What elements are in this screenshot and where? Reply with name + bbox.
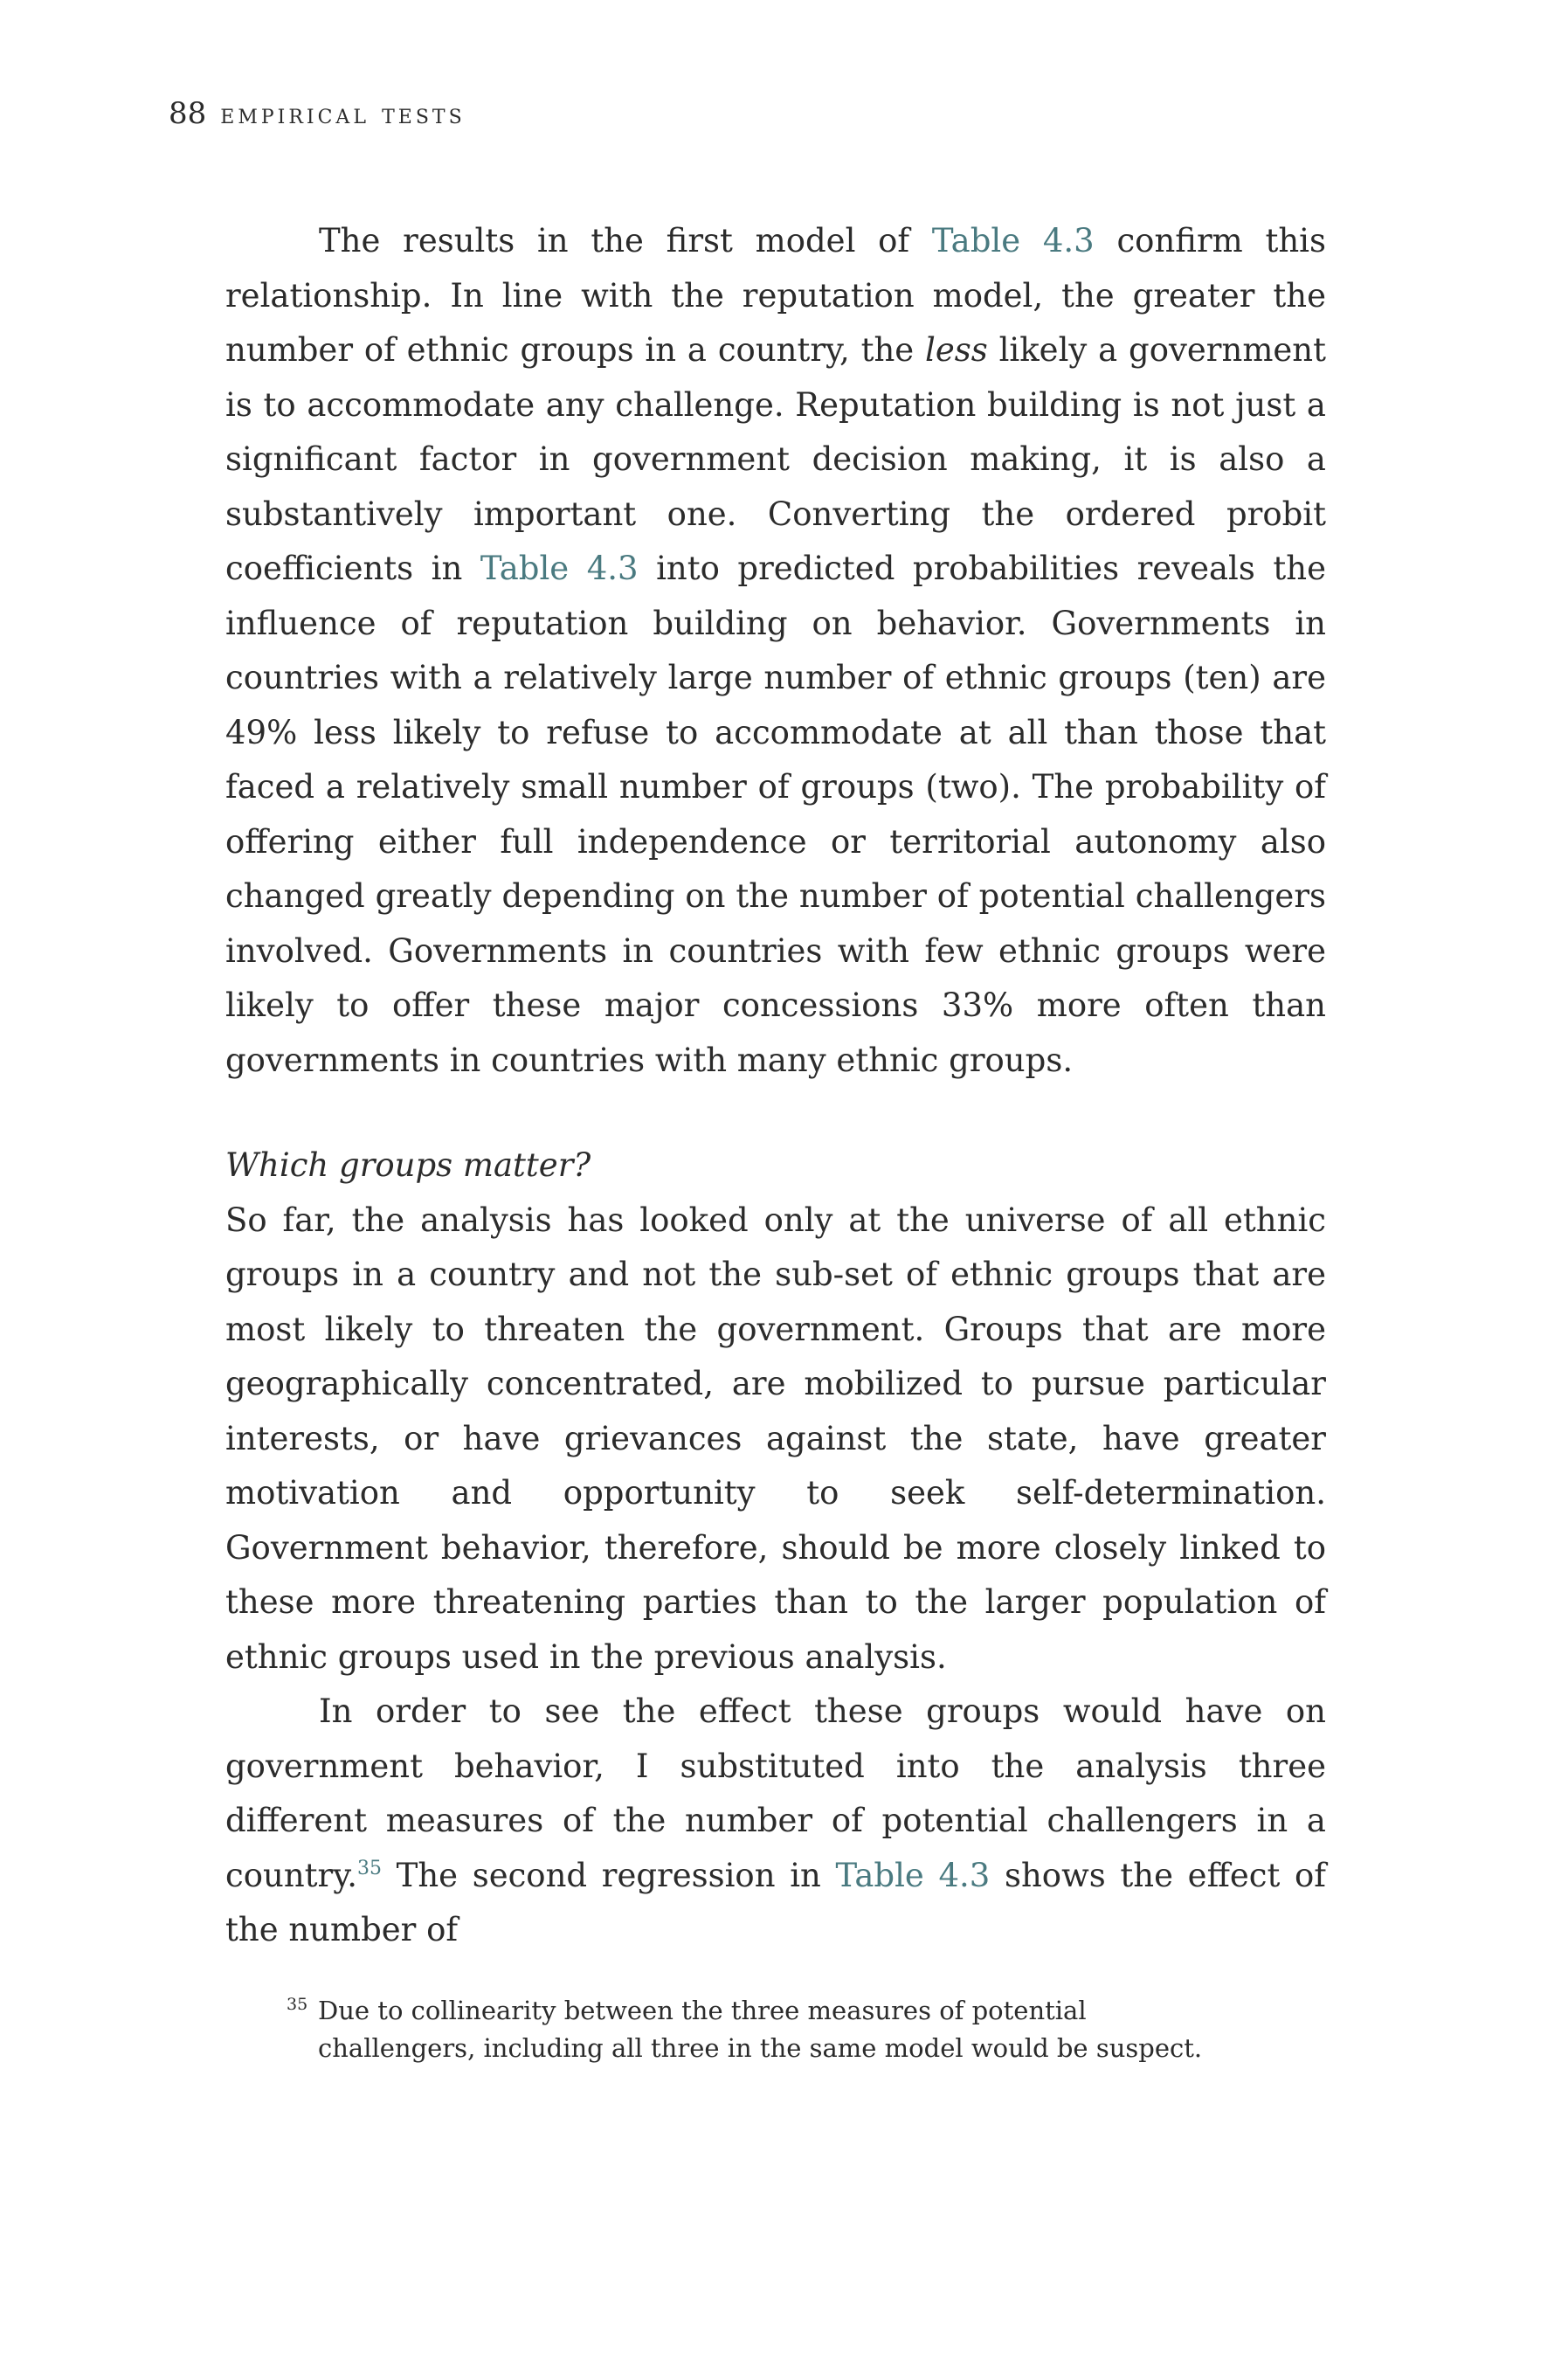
- body-text-top: [225, 214, 1326, 1088]
- paragraph-3-text: shows the effect of the number of: [225, 1856, 1326, 1948]
- table-4-3-link[interactable]: Table 4.3: [480, 550, 639, 587]
- paragraph-3: [225, 1685, 1326, 1958]
- page-number: 88: [169, 96, 207, 131]
- section-heading: Which groups matter?: [225, 1146, 591, 1184]
- table-4-3-link[interactable]: Table 4.3: [931, 222, 1095, 260]
- paragraph-1-text: The results in the first model of: [319, 222, 932, 260]
- paragraph-3-text: The second regression in: [381, 1856, 836, 1894]
- paragraph-3-text: In order to see the effect these groups would have on government behavior, I substituted into the analysis three different measures of the number of potential challengers in a country.: [225, 1692, 1326, 1894]
- paragraph-1-text: into predicted probabilities reveals the influence of reputation building on behavior. Governments in countries with a relatively large number of ethnic groups (ten) are 49% less likely to refuse to accommodate at all than those that faced a relatively small number of groups (two). The probability of offering either full independence or territorial autonomy also changed greatly depending on the number of potential challengers involved. Governments in countries with few ethnic groups were likely to offer these major concessions 33% more often than governments in countries with many ethnic groups.: [225, 550, 1326, 1079]
- table-4-3-link[interactable]: Table 4.3: [835, 1856, 991, 1894]
- paragraph-1-text: confirm this relationship. In line with the reputation model, the greater the number of ethnic groups in a country, the: [225, 222, 1326, 369]
- footnote-text: Due to collinearity between the three measures of potential challengers, including all three in the same model would be suspect.: [318, 1996, 1203, 2063]
- running-head: [169, 87, 466, 140]
- footnote-number: 35: [287, 1995, 308, 2014]
- paragraph-1: [225, 214, 1326, 1088]
- emphasis-less: less: [925, 331, 988, 369]
- paragraph-1-text: likely a government is to accommodate any challenge. Reputation building is not just a significant factor in government decision making, it is also a substantively important one. Converting the ordered probit coefficients in: [225, 331, 1326, 587]
- body-text-bottom: [225, 1138, 1326, 1958]
- paragraph-2: So far, the analysis has looked only at the universe of all ethnic groups in a country and not the sub-set of ethnic groups that are most likely to threaten the government. Groups that are more geographically concentrated, are mobilized to pursue particular interests, or have grievances against the state, have greater motivation and opportunity to seek self-determination. Government behavior, therefore, should be more closely linked to these more threatening parties than to the larger population of ethnic groups used in the previous analysis.: [225, 1201, 1326, 1676]
- running-title: empirical tests: [220, 97, 466, 130]
- footnote: [287, 1992, 1244, 2067]
- footnote-reference[interactable]: 35: [356, 1857, 382, 1879]
